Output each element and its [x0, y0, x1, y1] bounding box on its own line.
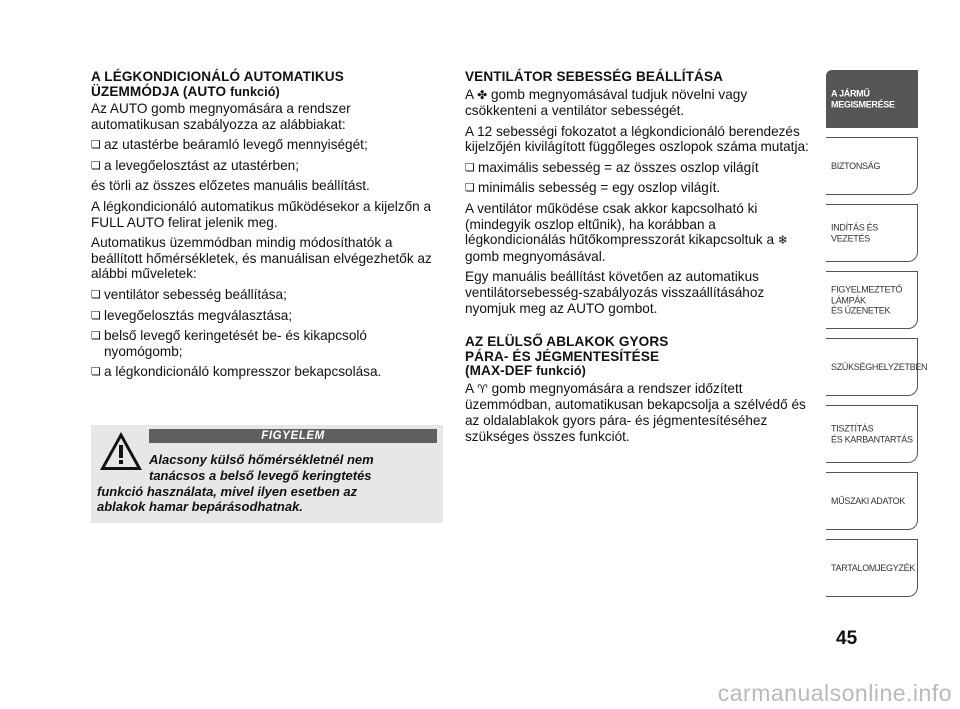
defrost-heading: AZ ELÜLSŐ ABLAKOK GYORS PÁRA- ÉS JÉGMENTESÍTÉSE (MAX-DEF funkció)	[465, 334, 669, 379]
tab-vehicle-overview[interactable]: A JÁRMŰ MEGISMERÉSE	[826, 70, 918, 128]
page-number: 45	[836, 628, 858, 649]
paragraph: Egy manuális beállítást követően az automatikus ventilátorsebesség-szabályozás visszaállításához nyomjuk meg az AUTO gombot.	[465, 269, 765, 316]
tab-starting-driving[interactable]: INDÍTÁS ÉS VEZETÉS	[826, 204, 918, 262]
paragraph: Az AUTO gomb megnyomására a rendszer automatikusan szabályozza az alábbiakat:	[91, 101, 351, 132]
paragraph: Automatikus üzemmódban mindig módosíthatók a beállított hőmérsékletek, és manuálisan elvégezhetők az alábbi műveletek:	[91, 235, 432, 282]
bullet-item: ❏ a légkondicionáló kompresszor bekapcsolása.	[91, 364, 441, 380]
warning-box	[91, 425, 443, 523]
bullet-item: ❏ levegőelosztás megválasztása;	[91, 308, 441, 324]
paragraph: A légkondicionáló automatikus működésekor a kijelzőn a FULL AUTO felirat jelenik meg.	[91, 198, 432, 230]
tab-maintenance[interactable]: TISZTÍTÁS ÉS KARBANTARTÁS	[826, 405, 918, 463]
auto-mode-heading: A LÉGKONDICIONÁLÓ AUTOMATIKUS ÜZEMMÓDJA (AUTO funkció)	[91, 69, 344, 99]
chapter-tabs	[826, 70, 928, 606]
tab-safety[interactable]: BIZTONSÁG	[826, 137, 918, 195]
tab-technical-data[interactable]: MŰSZAKI ADATOK	[826, 472, 918, 530]
tab-warning-lights[interactable]: FIGYELMEZTETŐ LÁMPÁK ÉS ÜZENETEK	[826, 271, 918, 329]
bullet-item: ❏ minimális sebesség = egy oszlop világít.	[465, 180, 817, 196]
bullet-item: ❏ a levegőelosztást az utastérben;	[91, 158, 441, 174]
warning-header: FIGYELEM	[149, 429, 437, 443]
watermark: carmanualsonline.info	[717, 680, 952, 706]
paragraph: A ♈ gomb megnyomására a rendszer időzített üzemmódban, automatikusan bekapcsolja a szélvédő és az oldalablakok gyors pára- és jégmentesítéséhez szükséges összes funkciót.	[465, 380, 806, 444]
warning-text: Alacsony külső hőmérsékletnél nem tanácsos a belső levegő keringtetés funkció használata, mivel ilyen esetben az ablakok hamar bepárásodhatnak.	[97, 452, 374, 515]
fan-icon: ✤	[477, 87, 488, 102]
bullet-item: ❏ belső levegő keringetését be- és kikapcsoló nyomógomb;	[91, 328, 441, 359]
paragraph: A ✤ gomb megnyomásával tudjuk növelni vagy csökkenteni a ventilátor sebességét.	[465, 86, 748, 119]
right-column	[465, 70, 817, 449]
bullet-item: ❏ maximális sebesség = az összes oszlop világít	[465, 160, 817, 176]
defrost-icon: ♈	[477, 381, 488, 396]
tab-emergency[interactable]: SZÜKSÉGHELYZETBEN	[826, 338, 918, 396]
snowflake-icon: ❄	[777, 233, 788, 248]
left-column	[91, 70, 441, 385]
paragraph: A 12 sebességi fokozatot a légkondicionáló berendezés kijelzőjén kivilágított függőleges oszlopok száma mutatja:	[465, 123, 809, 155]
paragraph: A ventilátor működése csak akkor kapcsolható ki (mindegyik oszlop eltűnik), ha korábban a légkondicionálás hűtőkompresszorát kikapcsoltuk a ❄ gomb megnyomásával.	[465, 201, 788, 264]
bullet-item: ❏ ventilátor sebesség beállítása;	[91, 287, 441, 303]
bullet-item: ❏ az utastérbe beáramló levegő mennyiségét;	[91, 137, 441, 153]
paragraph: és törli az összes előzetes manuális beállítást.	[91, 178, 370, 194]
fan-speed-heading: VENTILÁTOR SEBESSÉG BEÁLLÍTÁSA	[465, 69, 724, 84]
tab-index[interactable]: TARTALOMJEGYZÉK	[826, 539, 918, 597]
